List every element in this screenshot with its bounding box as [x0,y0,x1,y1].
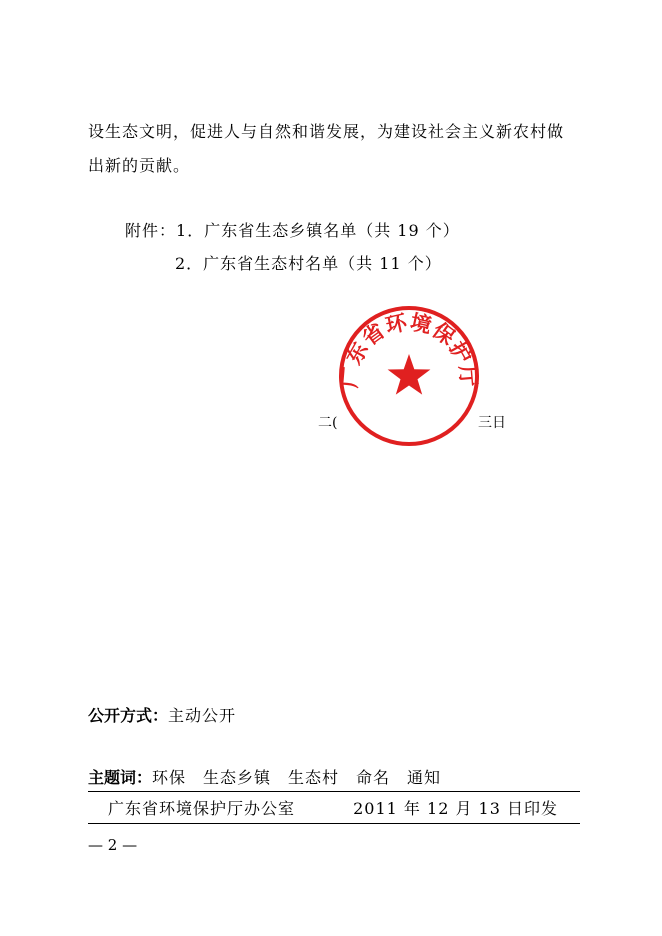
disclosure-line [88,703,236,726]
seal-text: 广东省环境保护厅 [337,310,481,389]
footer-bottom-rule [88,823,580,824]
keywords-label: 主题词： [88,768,153,787]
body-paragraph [88,115,588,183]
disclosure-label: 公开方式： [88,706,169,725]
issue-date: 2011 年 12 月 13 日印发 [353,799,558,818]
body-line-2: 出新的贡献。 [88,156,191,175]
keywords-value: 环保 生态乡镇 生态村 命名 通知 [152,768,442,787]
date-fragment-left: 二( [318,415,338,431]
keywords-line [88,765,441,788]
official-seal [336,303,482,449]
body-line-1: 设生态文明，促进人与自然和谐发展，为建设社会主义新农村做 [88,122,565,141]
disclosure-value: 主动公开 [168,706,237,725]
date-fragment-right: 三日 [478,415,506,431]
footer-top-rule [88,791,580,792]
issuer-name: 广东省环境保护厅办公室 [108,799,296,818]
page-number: — 2 — [88,836,138,854]
attachment-item-2: 2．广东省生态村名单（共 11 个） [175,254,442,273]
attachment-label: 附件： [125,221,177,240]
attachment-text-1: 1．广东省生态乡镇名单（共 19 个） [176,221,460,240]
seal-star-icon [388,354,431,395]
attachment-item-1 [125,218,460,241]
